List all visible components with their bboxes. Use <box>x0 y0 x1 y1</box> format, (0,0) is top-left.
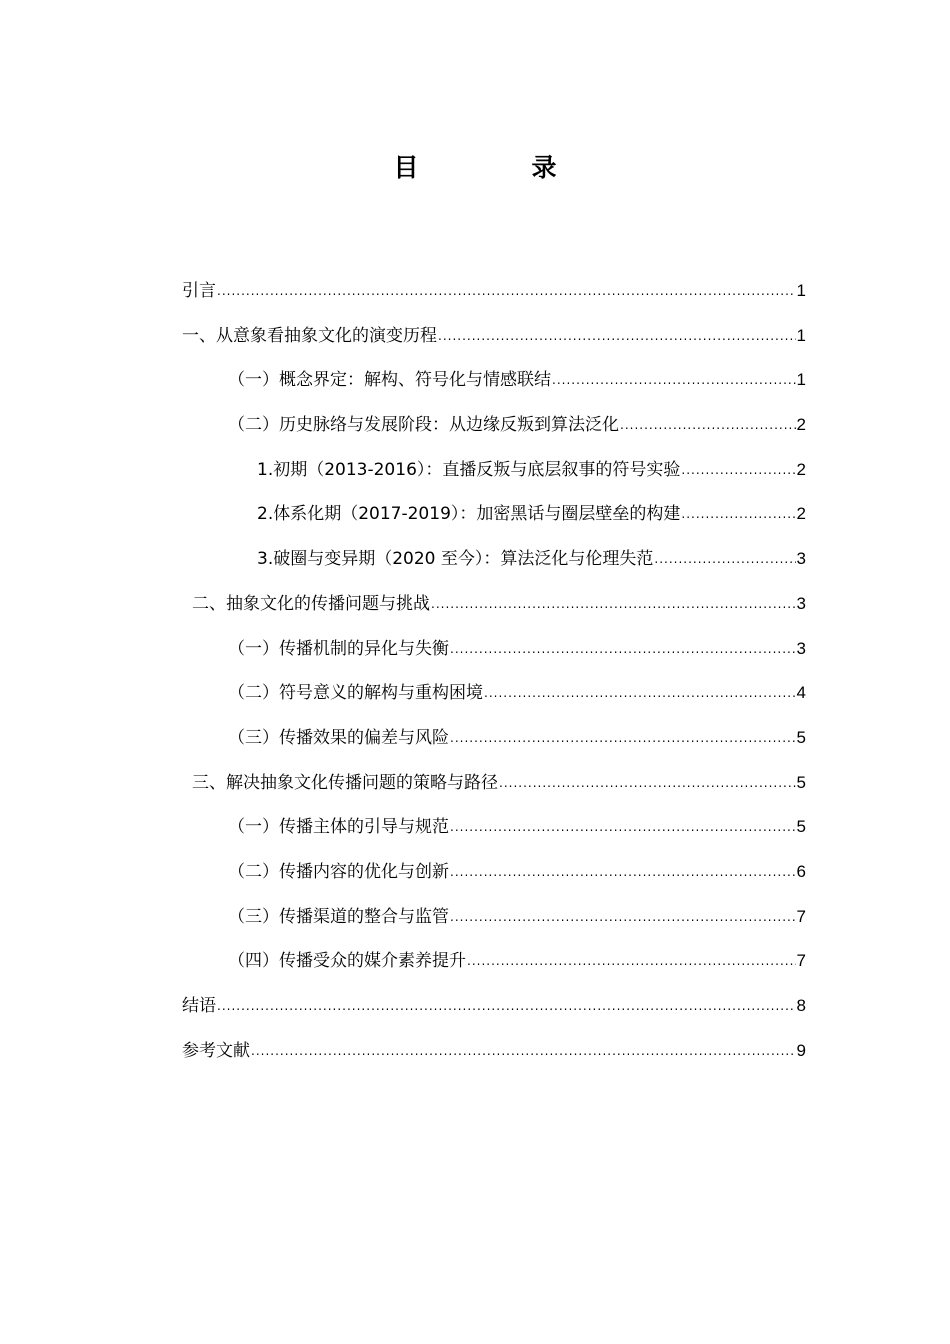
toc-entry-section-1-1[interactable] <box>182 367 806 412</box>
toc-entry-page: 9 <box>796 1040 806 1060</box>
toc-entry-subsection-1-2-1[interactable] <box>182 457 806 502</box>
toc-entry-label: （二）符号意义的解构与重构困境 <box>228 683 483 704</box>
toc-entry-label: （二）历史脉络与发展阶段：从边缘反叛到算法泛化 <box>228 415 619 436</box>
toc-entry-label: （二）传播内容的优化与创新 <box>228 861 449 882</box>
toc-entry-label: （一）概念界定：解构、符号化与情感联结 <box>228 370 551 391</box>
toc-entry-subsection-1-2-3[interactable] <box>182 546 806 591</box>
toc-entry-page: 2 <box>796 504 806 524</box>
toc-leader-dots <box>681 457 795 483</box>
toc-leader-dots <box>467 948 796 974</box>
toc-entry-page: 1 <box>796 325 806 345</box>
toc-leader-dots <box>654 546 795 572</box>
toc-entry-page: 2 <box>796 415 806 435</box>
toc-leader-dots <box>620 412 796 438</box>
toc-entry-label: 三、解决抽象文化传播问题的策略与路径 <box>192 772 498 793</box>
toc-leader-dots <box>552 367 796 393</box>
table-of-contents <box>182 278 806 1082</box>
toc-entry-section-3-2[interactable] <box>182 859 806 904</box>
toc-leader-dots <box>438 323 796 349</box>
toc-entry-section-2-1[interactable] <box>182 636 806 681</box>
toc-entry-introduction[interactable] <box>182 278 806 323</box>
toc-entry-page: 5 <box>796 772 806 792</box>
toc-entry-label: 2.体系化期（2017-2019）：加密黑话与圈层壁垒的构建 <box>257 504 681 525</box>
toc-entry-page: 5 <box>796 817 806 837</box>
toc-entry-section-2-2[interactable] <box>182 680 806 725</box>
toc-leader-dots <box>450 725 796 751</box>
toc-leader-dots <box>450 636 796 662</box>
toc-entry-section-3-1[interactable] <box>182 814 806 859</box>
toc-entry-page: 7 <box>796 951 806 971</box>
toc-entry-page: 5 <box>796 727 806 747</box>
toc-entry-section-3-3[interactable] <box>182 904 806 949</box>
toc-entry-page: 3 <box>796 593 806 613</box>
toc-entry-chapter-2[interactable] <box>182 591 806 636</box>
toc-entry-page: 4 <box>796 683 806 703</box>
toc-leader-dots <box>431 591 796 617</box>
toc-leader-dots <box>251 1038 796 1064</box>
toc-entry-label: 结语 <box>182 996 216 1016</box>
toc-leader-dots <box>681 501 795 527</box>
toc-entry-section-1-2[interactable] <box>182 412 806 457</box>
toc-leader-dots <box>450 904 796 930</box>
toc-entry-section-2-3[interactable] <box>182 725 806 770</box>
toc-entry-label: 二、抽象文化的传播问题与挑战 <box>192 593 430 614</box>
toc-entry-page: 7 <box>796 906 806 926</box>
toc-entry-page: 3 <box>796 549 806 569</box>
toc-entry-page: 2 <box>796 459 806 479</box>
toc-entry-references[interactable] <box>182 1038 806 1083</box>
toc-leader-dots <box>484 680 796 706</box>
toc-entry-subsection-1-2-2[interactable] <box>182 501 806 546</box>
toc-entry-label: （三）传播效果的偏差与风险 <box>228 727 449 748</box>
toc-entry-label: 参考文献 <box>182 1040 250 1061</box>
page-title: 目 录 <box>393 153 601 182</box>
toc-leader-dots <box>450 859 796 885</box>
toc-entry-page: 1 <box>796 370 806 390</box>
toc-entry-label: （一）传播主体的引导与规范 <box>228 817 449 838</box>
toc-entry-page: 6 <box>796 861 806 881</box>
toc-entry-conclusion[interactable] <box>182 993 806 1038</box>
toc-leader-dots <box>217 278 796 304</box>
toc-entry-page: 3 <box>796 638 806 658</box>
toc-entry-chapter-3[interactable] <box>182 770 806 815</box>
toc-entry-label: （一）传播机制的异化与失衡 <box>228 638 449 659</box>
toc-entry-section-3-4[interactable] <box>182 948 806 993</box>
toc-entry-label: 3.破圈与变异期（2020 至今）：算法泛化与伦理失范 <box>257 549 654 570</box>
toc-entry-page: 1 <box>796 281 806 300</box>
toc-entry-page: 8 <box>796 996 806 1015</box>
toc-leader-dots <box>499 770 796 796</box>
toc-entry-label: （四）传播受众的媒介素养提升 <box>228 951 466 972</box>
toc-entry-label: 1.初期（2013-2016）：直播反叛与底层叙事的符号实验 <box>257 459 681 480</box>
toc-entry-label: 引言 <box>182 281 216 301</box>
toc-leader-dots <box>450 814 796 840</box>
toc-entry-chapter-1[interactable] <box>182 323 806 368</box>
toc-entry-label: （三）传播渠道的整合与监管 <box>228 906 449 927</box>
toc-entry-label: 一、从意象看抽象文化的演变历程 <box>182 325 437 346</box>
toc-leader-dots <box>217 993 796 1019</box>
